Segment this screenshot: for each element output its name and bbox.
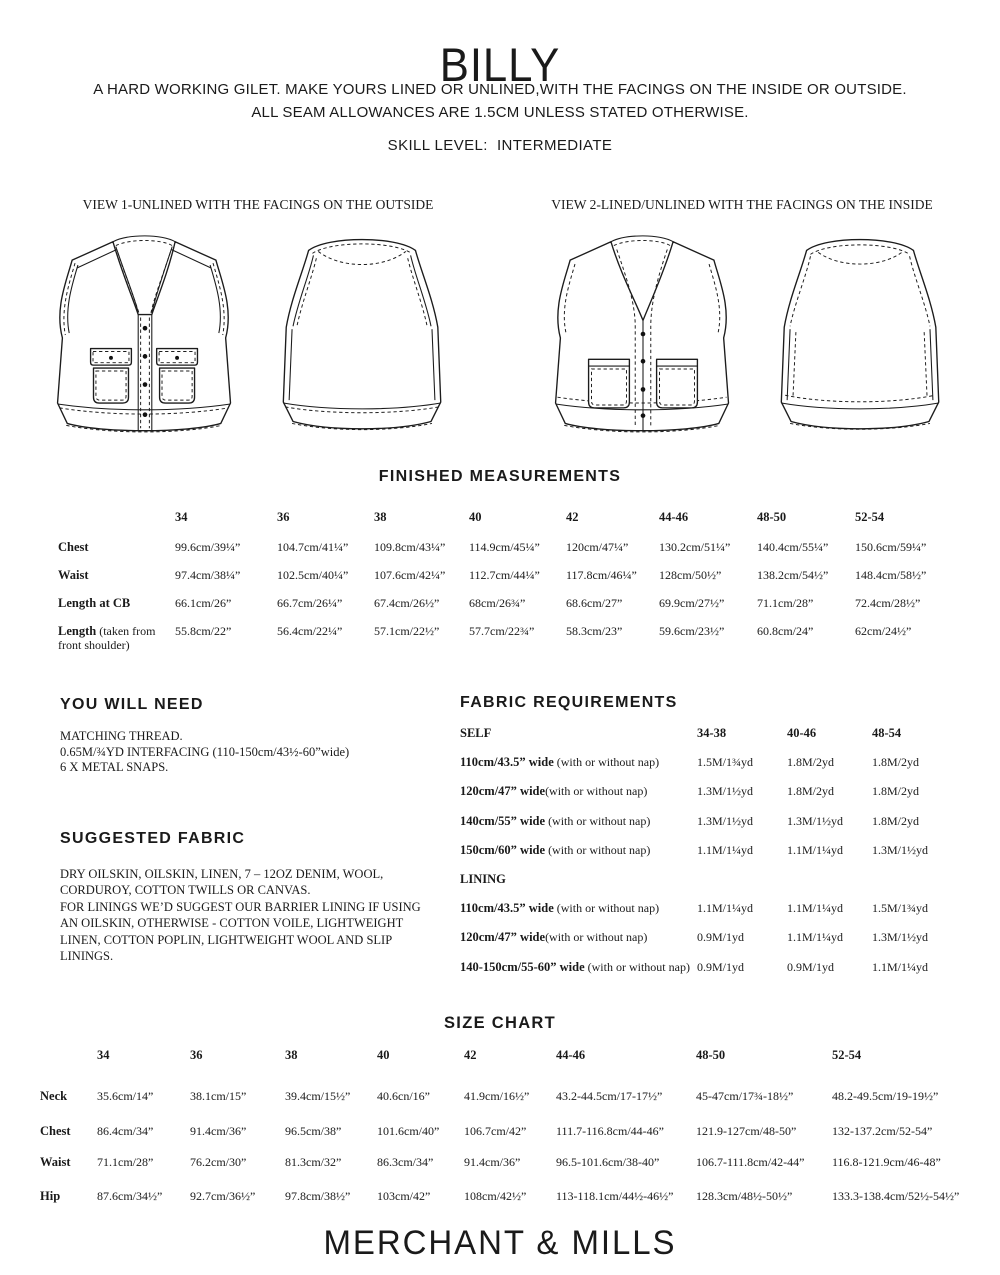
- fm-value-cell: 57.1cm/22½”: [374, 624, 440, 638]
- fr-value-cell: 1.5M/1¾yd: [872, 901, 929, 916]
- fm-value-cell: 66.1cm/26”: [175, 596, 232, 610]
- sc-header-cell: 34: [97, 1048, 110, 1062]
- pattern-description: [75, 78, 925, 124]
- fm-value-cell: 104.7cm/41¼”: [277, 540, 349, 554]
- sc-value-cell: 41.9cm/16½”: [464, 1089, 530, 1103]
- fr-row-label: 140cm/55” wide (with or without nap): [460, 813, 651, 828]
- sc-header-cell: 42: [464, 1048, 477, 1062]
- fm-value-cell: 57.7cm/22¾”: [469, 624, 535, 638]
- fm-value-cell: 114.9cm/45¼”: [469, 540, 540, 554]
- fm-header-cell: 52-54: [855, 510, 885, 524]
- fr-value-cell: 1.5M/1¾yd: [697, 755, 754, 770]
- ywn-line: 0.65M/¾YD INTERFACING (110-150cm/43½-60”wide): [60, 744, 350, 759]
- sc-header-cell: 48-50: [696, 1048, 726, 1062]
- sf-line: DRY OILSKIN, OILSKIN, LINEN, 7 – 12OZ DENIM, WOOL,: [60, 867, 384, 881]
- you-will-need-text: [60, 729, 460, 776]
- fr-self-label: SELF: [460, 726, 492, 740]
- fm-value-cell: 71.1cm/28”: [757, 596, 814, 610]
- sc-value-cell: 106.7cm/42”: [464, 1124, 527, 1138]
- view1-label: VIEW 1-UNLINED WITH THE FACINGS ON THE OUTSIDE: [82, 197, 434, 212]
- fm-row-label: Chest: [58, 540, 89, 554]
- fm-value-cell: 148.4cm/58½”: [855, 568, 927, 582]
- sc-header-cell: 52-54: [832, 1048, 862, 1062]
- sc-value-cell: 103cm/42”: [377, 1189, 431, 1203]
- fr-row-label: 120cm/47” wide(with or without nap): [460, 784, 648, 799]
- fr-value-cell: 1.1M/1¼yd: [697, 901, 754, 916]
- fm-value-cell: 60.8cm/24”: [757, 624, 814, 638]
- fm-header-cell: 34: [175, 510, 188, 524]
- fm-value-cell: 69.9cm/27½”: [659, 596, 725, 610]
- sc-value-cell: 86.4cm/34”: [97, 1124, 154, 1138]
- sc-row-label: Waist: [40, 1155, 71, 1169]
- sc-header-cell: 36: [190, 1048, 203, 1062]
- fr-value-cell: 1.3M/1½yd: [872, 842, 929, 857]
- fr-value-cell: 1.8M/2yd: [872, 755, 920, 770]
- fm-value-cell: 107.6cm/42¼”: [374, 568, 446, 582]
- fr-header-cell: 40-46: [787, 726, 817, 740]
- sc-value-cell: 108cm/42½”: [464, 1189, 527, 1203]
- sc-value-cell: 45-47cm/17¾-18½”: [696, 1089, 794, 1103]
- fr-row-label: 140-150cm/55-60” wide (with or without nap): [460, 959, 690, 974]
- sc-header-cell: 38: [285, 1048, 298, 1062]
- finished-measurements-title: FINISHED MEASUREMENTS: [378, 468, 622, 485]
- sc-value-cell: 91.4cm/36”: [190, 1124, 247, 1138]
- fm-value-cell: 59.6cm/23½”: [659, 624, 725, 638]
- fm-value-cell: 128cm/50½”: [659, 568, 722, 582]
- fr-value-cell: 0.9M/1yd: [697, 930, 745, 945]
- sc-value-cell: 113-118.1cm/44½-46½”: [556, 1189, 674, 1203]
- fm-value-cell: 140.4cm/55¼”: [757, 540, 829, 554]
- fm-value-cell: 109.8cm/43¼”: [374, 540, 446, 554]
- sc-value-cell: 106.7-111.8cm/42-44”: [696, 1155, 805, 1169]
- fr-value-cell: 1.1M/1¼yd: [787, 930, 844, 945]
- fr-row-label: 110cm/43.5” wide (with or without nap): [460, 901, 660, 916]
- fr-value-cell: 1.1M/1¼yd: [787, 842, 844, 857]
- fm-value-cell: 67.4cm/26½”: [374, 596, 440, 610]
- fm-value-cell: 72.4cm/28½”: [855, 596, 921, 610]
- fr-value-cell: 1.8M/2yd: [872, 813, 920, 828]
- fm-value-cell: 130.2cm/51¼”: [659, 540, 731, 554]
- sc-value-cell: 43.2-44.5cm/17-17½”: [556, 1089, 663, 1103]
- fm-value-cell: 99.6cm/39¼”: [175, 540, 241, 554]
- fr-lining-label: LINING: [460, 871, 506, 886]
- sc-header-cell: 44-46: [556, 1048, 586, 1062]
- sc-row-label: Neck: [40, 1089, 68, 1103]
- sc-header-cell: 40: [377, 1048, 390, 1062]
- fm-value-cell: 62cm/24½”: [855, 624, 912, 638]
- sc-value-cell: 40.6cn/16”: [377, 1089, 430, 1103]
- fr-header-cell: 48-54: [872, 726, 902, 740]
- sc-value-cell: 92.7cm/36½”: [190, 1189, 256, 1203]
- ywn-line: 6 X METAL SNAPS.: [60, 760, 169, 775]
- fabric-requirements-title: FABRIC REQUIREMENTS: [460, 694, 678, 711]
- fr-row-label: 150cm/60” wide (with or without nap): [460, 842, 651, 857]
- fr-value-cell: 1.3M/1½yd: [872, 930, 929, 945]
- fr-value-cell: 1.1M/1¼yd: [787, 901, 844, 916]
- you-will-need-title: YOU WILL NEED: [60, 696, 204, 713]
- fr-value-cell: 1.8M/2yd: [787, 784, 835, 799]
- fr-value-cell: 1.8M/2yd: [872, 784, 920, 799]
- suggested-fabric-text: [60, 866, 460, 964]
- sc-value-cell: 121.9-127cm/48-50”: [696, 1124, 797, 1138]
- fr-value-cell: 1.8M/2yd: [787, 755, 835, 770]
- fm-value-cell: 68cm/26¾”: [469, 596, 526, 610]
- sc-value-cell: 116.8-121.9cm/46-48”: [832, 1155, 941, 1169]
- sc-value-cell: 81.3cm/32”: [285, 1155, 342, 1169]
- fm-header-cell: 36: [277, 510, 290, 524]
- fm-value-cell: 102.5cm/40¼”: [277, 568, 349, 582]
- fr-value-cell: 1.1M/1¼yd: [872, 959, 929, 974]
- sc-value-cell: 86.3cm/34”: [377, 1155, 434, 1169]
- fm-value-cell: 56.4cm/22¼”: [277, 624, 343, 638]
- fm-header-cell: 44-46: [659, 510, 689, 524]
- view1-front-illustration: [42, 222, 248, 448]
- finished-measurements-table: [58, 510, 958, 652]
- fm-value-cell: 150.6cm/59¼”: [855, 540, 927, 554]
- fr-row-label: 110cm/43.5” wide (with or without nap): [460, 755, 660, 770]
- sc-value-cell: 111.7-116.8cm/44-46”: [556, 1124, 664, 1138]
- sf-line: AN OILSKIN, OTHERWISE - COTTON VOILE, LIGHTWEIGHT: [60, 916, 404, 931]
- sc-value-cell: 91.4cm/36”: [464, 1155, 521, 1169]
- sc-row-label: Chest: [40, 1124, 71, 1138]
- sc-value-cell: 96.5cm/38”: [285, 1124, 342, 1138]
- sc-value-cell: 133.3-138.4cm/52½-54½”: [832, 1189, 960, 1203]
- view2-label: VIEW 2-LINED/UNLINED WITH THE FACINGS ON THE INSIDE: [551, 197, 933, 212]
- fm-value-cell: 117.8cm/46¼”: [566, 568, 637, 582]
- fm-value-cell: 68.6cm/27”: [566, 596, 623, 610]
- sc-value-cell: 97.8cm/38½”: [285, 1189, 351, 1203]
- brand-logotype: MERCHANT & MILLS: [323, 1224, 677, 1262]
- pattern-title: BILLY: [439, 38, 561, 92]
- fm-value-cell: 55.8cm/22”: [175, 624, 232, 638]
- sc-value-cell: 76.2cm/30”: [190, 1155, 247, 1169]
- fr-value-cell: 1.1M/1¼yd: [697, 842, 754, 857]
- fr-value-cell: 1.3M/1½yd: [697, 784, 754, 799]
- view2-back-illustration: [758, 222, 964, 448]
- suggested-fabric-title: SUGGESTED FABRIC: [60, 830, 246, 847]
- fm-value-cell: 138.2cm/54½”: [757, 568, 829, 582]
- fr-header-cell: 34-38: [697, 726, 727, 740]
- ywn-line: MATCHING THREAD.: [60, 729, 183, 743]
- fm-value-cell: 120cm/47¼”: [566, 540, 629, 554]
- fm-row-label: Length (taken from front shoulder): [58, 624, 156, 652]
- description-line-2: ALL SEAM ALLOWANCES ARE 1.5CM UNLESS STATED OTHERWISE.: [251, 104, 749, 121]
- fm-value-cell: 66.7cm/26¼”: [277, 596, 343, 610]
- view1-back-illustration: [260, 222, 466, 448]
- fm-value-cell: 97.4cm/38¼”: [175, 568, 241, 582]
- sc-value-cell: 96.5-101.6cm/38-40”: [556, 1155, 660, 1169]
- fr-value-cell: 0.9M/1yd: [787, 959, 835, 974]
- sc-value-cell: 39.4cm/15½”: [285, 1089, 351, 1103]
- skill-level: SKILL LEVEL: INTERMEDIATE: [387, 137, 613, 154]
- sc-value-cell: 101.6cm/40”: [377, 1124, 440, 1138]
- view2-front-illustration: [540, 222, 746, 448]
- fr-value-cell: 1.3M/1½yd: [787, 813, 844, 828]
- fm-header-cell: 38: [374, 510, 387, 524]
- sf-line: LINEN, COTTON POPLIN, LIGHTWEIGHT WOOL AND SLIP: [60, 932, 393, 947]
- sc-value-cell: 48.2-49.5cm/19-19½”: [832, 1089, 939, 1103]
- fm-header-cell: 42: [566, 510, 579, 524]
- sf-line: FOR LININGS WE’D SUGGEST OUR BARRIER LINING IF USING: [60, 899, 421, 914]
- sc-value-cell: 71.1cm/28”: [97, 1155, 154, 1169]
- fm-header-cell: 40: [469, 510, 482, 524]
- fm-value-cell: 112.7cm/44¼”: [469, 568, 540, 582]
- description-line-1: A HARD WORKING GILET. MAKE YOURS LINED OR UNLINED,WITH THE FACINGS ON THE INSIDE OR OUTSIDE.: [93, 81, 907, 98]
- fm-row-label: Length at CB: [58, 596, 131, 610]
- sc-value-cell: 128.3cm/48½-50½”: [696, 1189, 793, 1203]
- fm-header-cell: 48-50: [757, 510, 787, 524]
- fr-row-label: 120cm/47” wide(with or without nap): [460, 930, 648, 945]
- sc-row-label: Hip: [40, 1189, 61, 1203]
- size-chart-title: SIZE CHART: [444, 1014, 556, 1032]
- fr-value-cell: 1.3M/1½yd: [697, 813, 754, 828]
- size-chart-table: [40, 1048, 998, 1203]
- fm-row-label: Waist: [58, 568, 89, 582]
- sf-line: LININGS.: [60, 949, 114, 964]
- fm-value-cell: 58.3cm/23”: [566, 624, 623, 638]
- sc-value-cell: 35.6cm/14”: [97, 1089, 154, 1103]
- sc-value-cell: 87.6cm/34½”: [97, 1189, 163, 1203]
- fabric-requirements-table: [460, 726, 998, 989]
- sf-line: CORDUROY, COTTON TWILLS OR CANVAS.: [60, 883, 311, 898]
- sc-value-cell: 132-137.2cm/52-54”: [832, 1124, 933, 1138]
- sc-value-cell: 38.1cm/15”: [190, 1089, 247, 1103]
- fr-value-cell: 0.9M/1yd: [697, 959, 745, 974]
